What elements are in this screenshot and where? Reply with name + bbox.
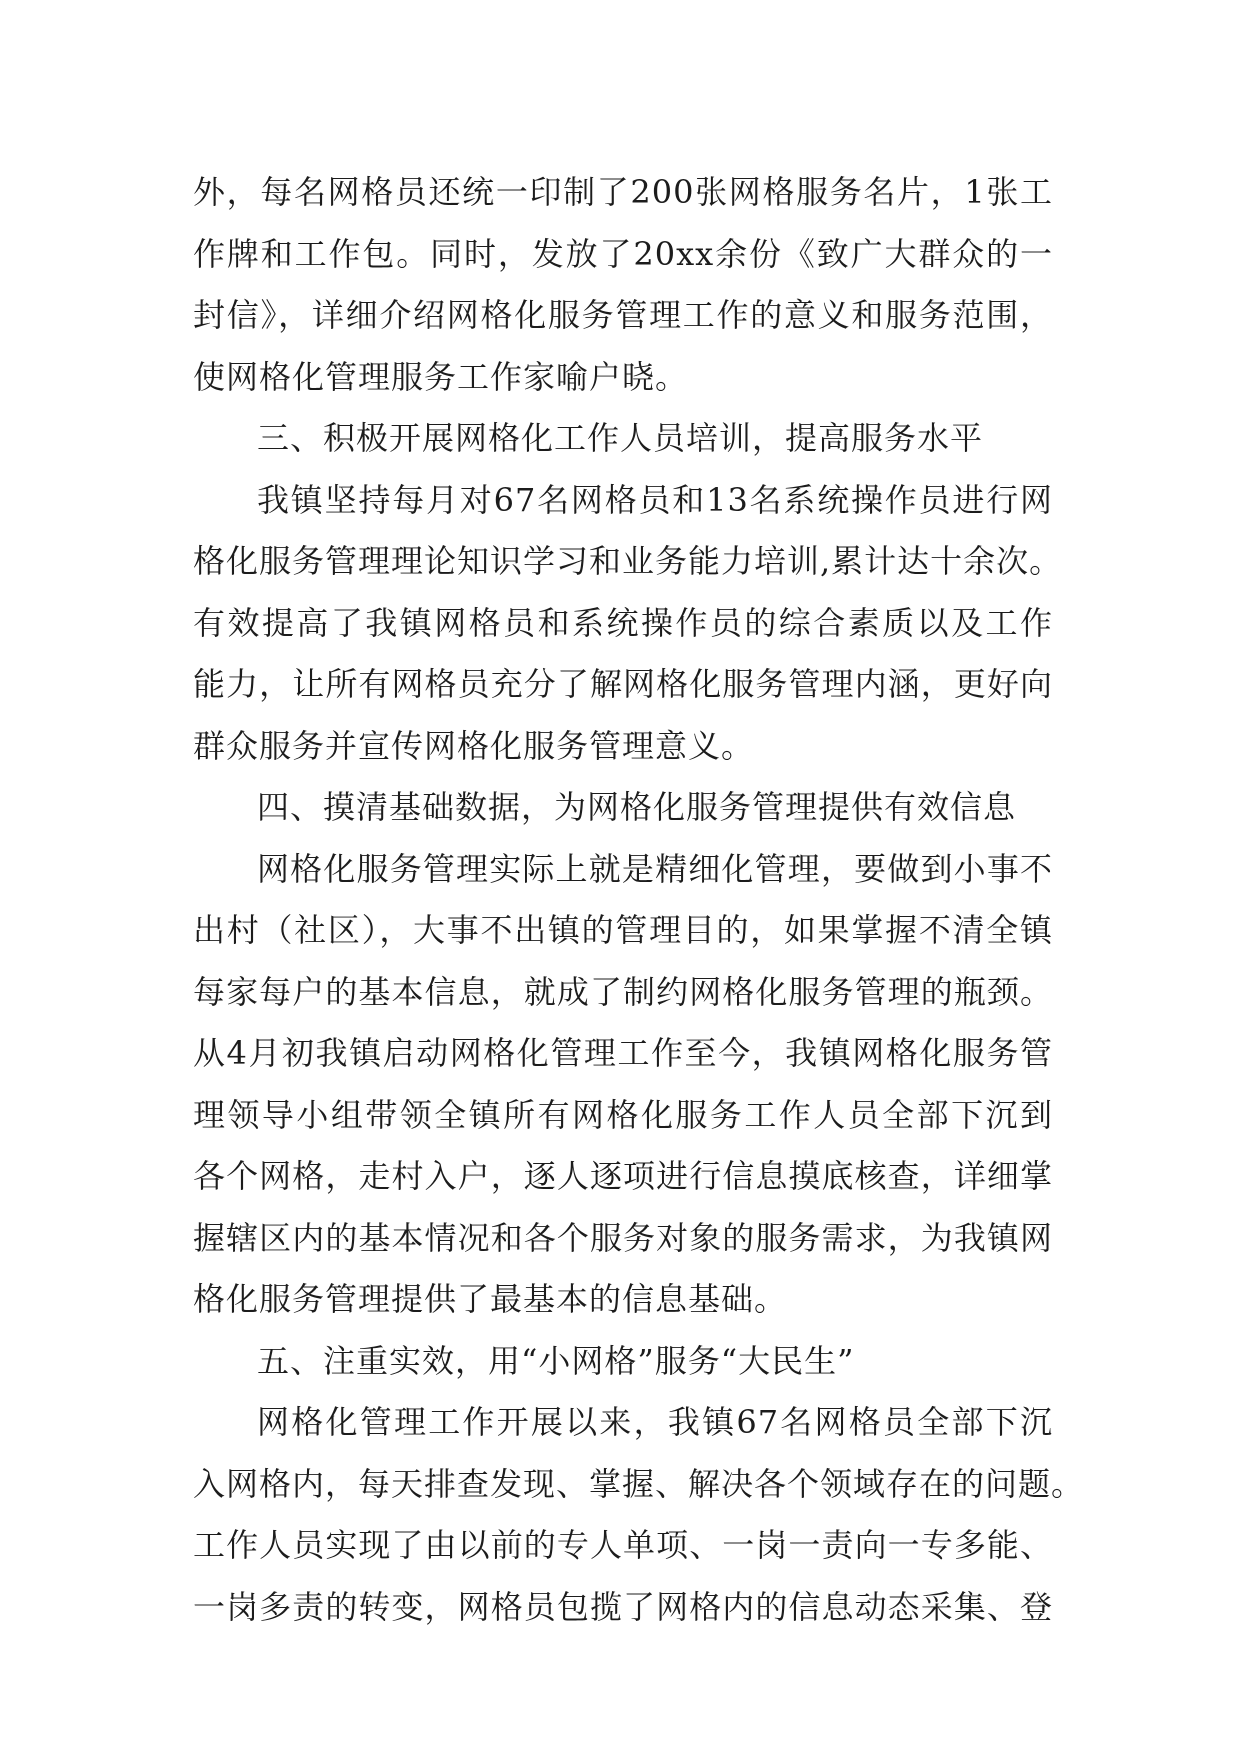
text-line: 网格化管理工作开展以来，我镇67名网格员全部下沉 <box>257 1403 1053 1441</box>
text-line: 使网格化管理服务工作家喻户晓。 <box>193 357 689 396</box>
text-line: 从4月初我镇启动网格化管理工作至今，我镇网格化服务管 <box>193 1034 1053 1072</box>
section-heading: 三、积极开展网格化工作人员培训，提高服务水平 <box>257 419 984 457</box>
text-line: 各个网格，走村入户，逐人逐项进行信息摸底核查，详细掌 <box>193 1157 1053 1195</box>
text-line: 一岗多责的转变，网格员包揽了网格内的信息动态采集、登 <box>193 1587 1053 1626</box>
text-line: 群众服务并宣传网格化服务管理意义。 <box>193 726 755 765</box>
text-line: 入网格内，每天排查发现、掌握、解决各个领域存在的问题。 <box>193 1464 1085 1503</box>
text-line: 外，每名网格员还统一印制了200张网格服务名片，1张工 <box>193 173 1053 211</box>
text-line: 我镇坚持每月对67名网格员和13名系统操作员进行网 <box>257 480 1053 519</box>
document-body <box>193 162 1085 1638</box>
text-line: 有效提高了我镇网格员和系统操作员的综合素质以及工作 <box>193 603 1053 642</box>
text-line: 格化服务管理提供了最基本的信息基础。 <box>193 1280 788 1318</box>
text-line: 封信》，详细介绍网格化服务管理工作的意义和服务范围， <box>193 296 1053 334</box>
text-line: 每家每户的基本信息，就成了制约网格化服务管理的瓶颈。 <box>193 972 1053 1011</box>
section-heading: 五、注重实效，用“小网格”服务“大民生” <box>257 1341 855 1380</box>
text-line: 握辖区内的基本情况和各个服务对象的服务需求，为我镇网 <box>193 1218 1053 1257</box>
text-line: 理领导小组带领全镇所有网格化服务工作人员全部下沉到 <box>193 1095 1053 1134</box>
text-line: 作牌和工作包。同时，发放了20xx余份《致广大群众的一 <box>193 234 1053 273</box>
text-line: 能力，让所有网格员充分了解网格化服务管理内涵，更好向 <box>193 665 1053 703</box>
text-line: 出村（社区），大事不出镇的管理目的，如果掌握不清全镇 <box>193 911 1053 949</box>
section-heading: 四、摸清基础数据，为网格化服务管理提供有效信息 <box>257 788 1017 826</box>
text-line: 网格化服务管理实际上就是精细化管理，要做到小事不 <box>257 849 1053 888</box>
text-line: 工作人员实现了由以前的专人单项、一岗一责向一专多能、 <box>193 1526 1053 1564</box>
text-line: 格化服务管理理论知识学习和业务能力培训,累计达十余次。 <box>193 542 1063 580</box>
